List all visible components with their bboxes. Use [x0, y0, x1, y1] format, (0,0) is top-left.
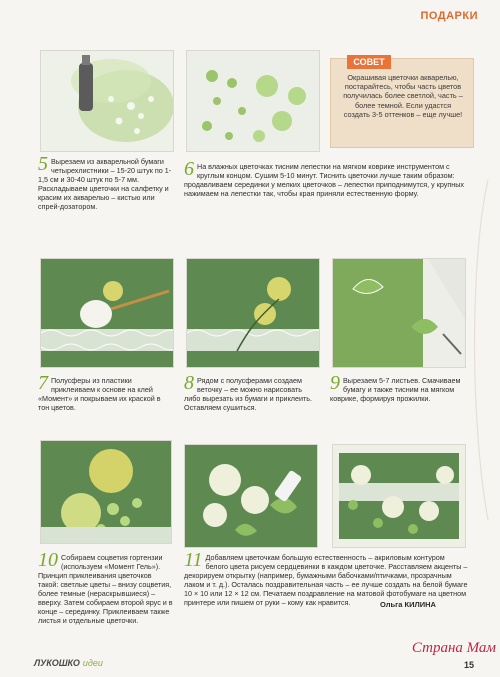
section-header: ПОДАРКИ [420, 10, 478, 22]
step-10 [38, 549, 173, 625]
card-twig-image [187, 259, 319, 367]
step-text: Собираем соцветия гортензии (используем «Момент Гель»). Принцип приклеивания цветочков такой: светлые цветы – внизу соцветия, более темные (нераскрывшиеся) – вверху. Затем собираем второй ярус и в конце – серединку. Приклеиваем также листья и отдельные цветочки. [38, 553, 173, 625]
hydrangea-assembly-image [41, 441, 171, 543]
step-9 [330, 372, 465, 403]
photo-step-5 [40, 50, 174, 152]
logo-text: ЛУКОШКО [34, 658, 80, 668]
photo-step-11b [332, 444, 466, 548]
finished-card-image [333, 445, 465, 547]
step-text: Рядом с полусферами создаем веточку – ее можно нарисовать либо вырезать из бумаги и приклеить. Оставляем сушиться. [184, 376, 313, 412]
card-half-spheres-image [41, 259, 173, 367]
step-11 [184, 549, 469, 607]
logo-tag: идеи [82, 658, 103, 668]
step-number: 9 [330, 372, 340, 394]
step-text: На влажных цветочках тисним лепестки на мягком коврике инструментом с круглым концом. Сушим 5-10 минут. Тиснить цветочки лучше таким образом: продавливаем серединки у мелких цветочков – лепестки приподнимутся, у крупных нажимаем на лепестки так, чтобы края приняли естественную форму. [184, 162, 464, 198]
step-number: 10 [38, 549, 58, 571]
step-8 [184, 372, 319, 412]
step-text: Полусферы из пластики приклеиваем к основе на клей «Момент» и покрываем их краской в тон цветов. [38, 376, 161, 412]
photo-step-7 [40, 258, 174, 368]
step-number: 5 [38, 153, 48, 175]
photo-step-9 [332, 258, 466, 368]
photo-step-11a [184, 444, 318, 548]
magazine-logo [34, 658, 103, 668]
step-text: Вырезаем 5-7 листьев. Смачиваем бумагу и также тисним на мягком коврике, формируя прожилки. [330, 376, 461, 403]
photo-step-8 [186, 258, 320, 368]
page-number: 15 [463, 660, 474, 670]
photo-step-10 [40, 440, 172, 544]
step-number: 6 [184, 158, 194, 180]
step-7 [38, 372, 173, 412]
tip-title: СОВЕТ [347, 55, 391, 69]
step-number: 11 [184, 549, 203, 571]
step-text: Вырезаем из акварельной бумаги четырехлистники – 15-20 штук по 1-1,5 см и 30-40 штук по 5-7 мм. Раскладываем цветочки на салфетку и красим их акварелью – кистью или спрей-дозатором. [38, 157, 172, 211]
step-5 [38, 153, 178, 211]
embossed-flowers-image [187, 51, 319, 151]
tip-box [330, 58, 474, 148]
photo-step-6 [186, 50, 320, 152]
step-number: 7 [38, 372, 48, 394]
painted-flowers-image [41, 51, 173, 151]
card-painting-centers-image [185, 445, 317, 547]
site-watermark: Страна Мам [411, 640, 496, 656]
author-name: Ольга КИЛИНА [380, 600, 436, 609]
step-6 [184, 158, 464, 198]
step-number: 8 [184, 372, 194, 394]
tip-text: Окрашивая цветочки акварелью, постарайтесь, чтобы часть цветов получилась более светлой, часть – более темной. Если удастся создать 3-5 оттенков – еще лучше! [343, 73, 463, 119]
leaves-image [333, 259, 465, 367]
step-text: Добавляем цветочкам большую естественность – акриловым контуром белого цвета рисуем сердцевинки в каждом цветочке. Расставляем акценты – декорируем открытку (например, бумажными бабочками/птичками, прозрачным лаком и т. д.). Осталась поздравительная часть – ее лучше создать на белой бумаге 10 × 10 или 12 × 12 см. Печатаем поздравление на матовой фотобумаге на цветном принтере или пишем от руки – кому как нравится. [184, 553, 468, 607]
